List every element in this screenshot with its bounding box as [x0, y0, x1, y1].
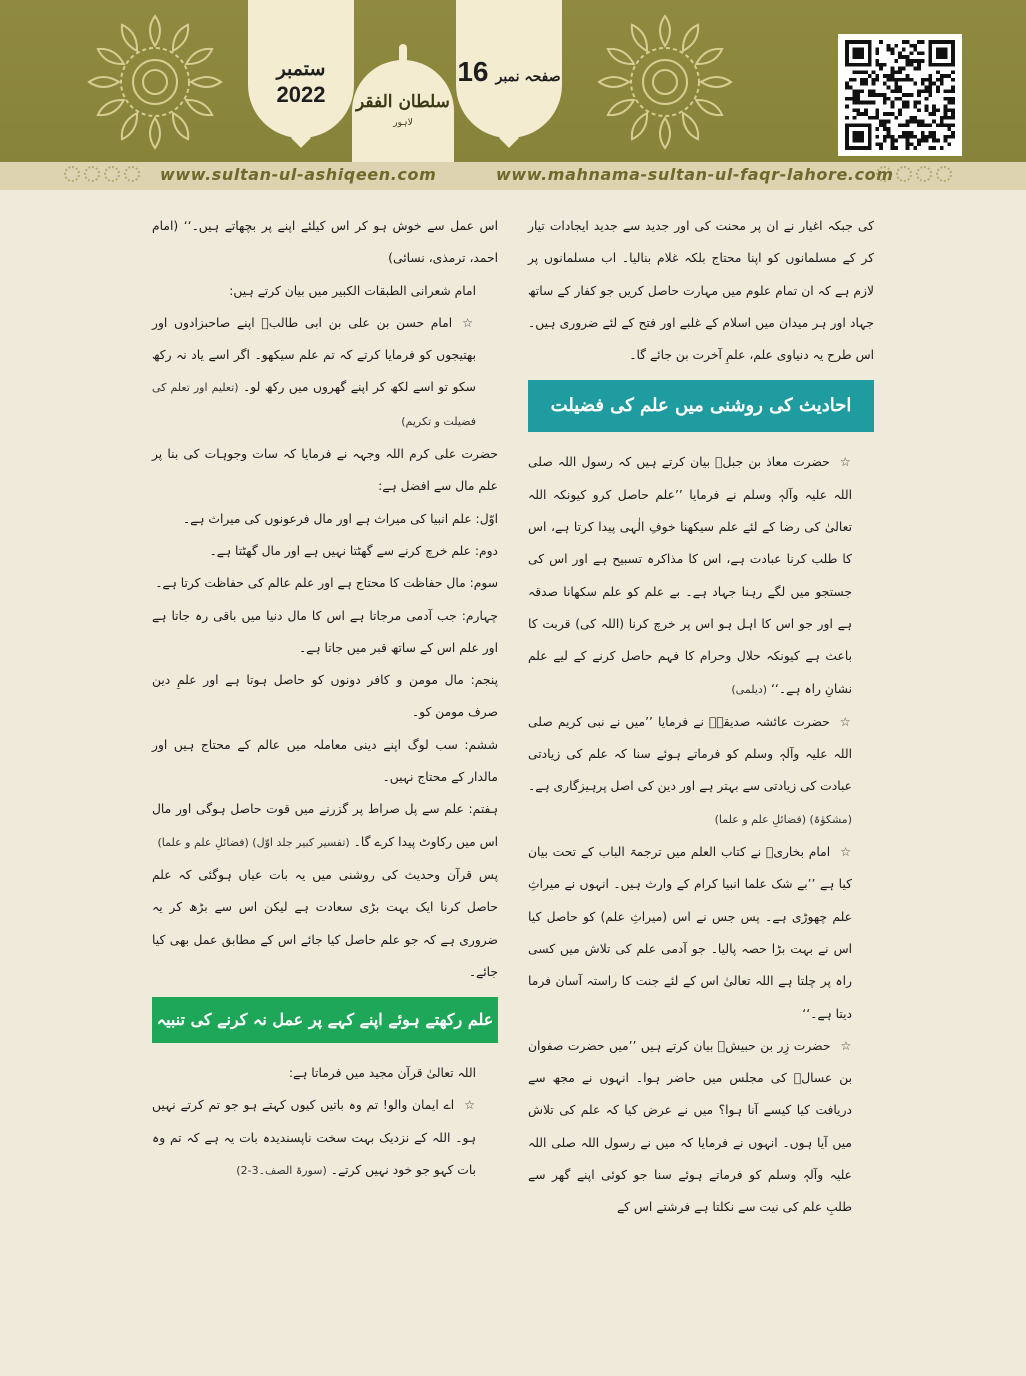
ali-paragraph: حضرت علی کرم اللہ وجہہ نے فرمایا کہ سات وجوہات کی بنا پر علم مال سے افضل ہے:	[152, 447, 498, 494]
mandala-ornament-right	[590, 12, 740, 152]
star-icon: ☆	[840, 845, 852, 860]
article-column-left	[152, 210, 498, 1187]
website-link-left[interactable]: www.sultan-ul-ashiqeen.com	[160, 165, 437, 184]
quran-intro: اللہ تعالیٰ قرآن مجید میں فرماتا ہے:	[288, 1066, 476, 1081]
star-icon: ☆	[464, 1098, 476, 1113]
article-column-right	[528, 210, 874, 1224]
star-icon: ☆	[839, 714, 852, 729]
tag-point	[291, 128, 311, 148]
page-number-tag	[456, 0, 562, 138]
star-icon: ☆	[839, 455, 852, 470]
reference: (مشکوٰۃ) (فضائلِ علم و علما)	[714, 812, 852, 826]
website-link-right[interactable]: www.mahnama-sultan-ul-faqr-lahore.com	[496, 165, 894, 184]
tag-point	[499, 128, 519, 148]
list-item: پنجم: مال مومن و کافر دونوں کو حاصل ہوتا ہے اور علمِ دین صرف مومن کو۔	[152, 673, 498, 720]
reference: (سورۃ الصف۔3-2)	[236, 1164, 327, 1178]
reference: (تعلیم اور تعلم کی فضیلت و تکریم)	[152, 381, 476, 428]
hadith-text: حضرت معاذ بن جبلؓ بیان کرتے ہیں کہ رسول اللہ صلی اللہ علیہ وآلہٖ وسلم نے فرمایا ’’علم حاصل کرو کیونکہ اللہ تعالیٰ کی رضا کے لئے علم سیکھنا خوفِ الٰہی پیدا کرتا ہے، اس کا طلب کرنا عبادت ہے، اس کا مذاکرہ تسبیح ہے اور اس کی جستجو میں لگے رہنا جہاد ہے۔ بے علم کو علم سکھانا صدقہ ہے اور جو اس کا اہل ہو اس پر خرچ کرنا (اللہ کی) قربت کا باعث ہے کیونکہ حلال وحرام کا فہم حاصل کرنے کے لیے علم نشانِ راہ ہے۔‘‘	[528, 455, 852, 696]
list-item	[152, 793, 498, 859]
hadith-paragraph-muadh	[528, 446, 874, 705]
issue-date-tag	[248, 0, 354, 138]
section-heading-hadith: احادیث کی روشنی میں علم کی فضیلت	[528, 380, 874, 432]
page-number: 16	[457, 56, 489, 87]
list-item: سوم: مال حفاظت کا محتاج ہے اور علم عالم کی حفاظت کرتا ہے۔	[155, 576, 498, 591]
hasan-paragraph	[152, 307, 498, 438]
star-icon: ☆	[840, 1038, 852, 1053]
shaarani-intro: امام شعرانی الطبقات الکبیر میں بیان کرتے ہیں:	[229, 283, 476, 298]
hadith-paragraph-bukhari	[528, 836, 874, 1030]
reference: (تفسیر کبیر جلد اوّل) (فضائلِ علم و علما)	[157, 835, 350, 849]
intro-paragraph: کی جبکہ اغیار نے ان پر محنت کی اور جدید سے جدید ایجادات تیار کر کے مسلمانوں کو اپنا محتاج بلکہ غلام بنالیا۔ اب مسلمانوں پر لازم ہے کہ ان تمام علوم میں مہارت حاصل کریں جو کفار کے ساتھ جہاد اور ہر میدان میں اسلام کے غلبے اور فتح کے لئے ضروری ہیں۔ اس طرح یہ دنیاوی علم، علمِ آخرت بن جائے گا۔	[528, 219, 874, 363]
issue-month: ستمبر	[276, 58, 326, 80]
hadith-paragraph-zirr	[528, 1030, 874, 1224]
magazine-header	[0, 0, 1026, 162]
conclusion-paragraph: پس قرآن وحدیث کی روشنی میں یہ بات عیاں ہوگئی کہ علم حاصل کرنا ایک بہت بڑی سعادت ہے لیکن اس سے بڑھ کر یہ ضروری ہے کہ جو علم حاصل کیا جائے اس کے مطابق عمل بھی کیا جائے۔	[152, 867, 498, 979]
hadith-paragraph-aisha	[528, 706, 874, 836]
list-item: چہارم: جب آدمی مرجاتا ہے اس کا مال دنیا میں باقی رہ جاتا ہے اور علم اس کے ساتھ قبر میں جاتا ہے۔	[152, 608, 498, 655]
magazine-logo: سلطان الفقر	[356, 92, 450, 112]
mandala-ornament-left	[80, 12, 230, 152]
hadith-text: امام بخاریؒ نے کتاب العلم میں ترجمۃ الباب کے تحت بیان کیا ہے ’’بے شک علما انبیا کرام کے وارث ہیں۔ انہوں نے میراثِ علم چھوڑی ہے۔ پس جس نے اس (میراثِ علم) کو حاصل کیا اس نے بہت بڑا حصہ پالیا۔ جو آدمی علم کی تلاش میں کسی راہ پر چلتا ہے اللہ تعالیٰ اس کے لئے جنت کا راستہ آسان فرما دیتا ہے۔‘‘	[528, 845, 852, 1021]
list-item: ششم: سب لوگ اپنے دینی معاملہ میں عالم کے محتاج ہیں اور مالدار کے محتاج نہیں۔	[152, 737, 498, 785]
list-item: اوّل: علم انبیا کی میراث ہے اور مال فرعونوں کی میراث ہے۔	[182, 511, 498, 526]
magazine-logo-subtitle: لاہور	[393, 118, 413, 128]
hadith-text: حضرت زِر بن حبیشؓ بیان کرتے ہیں ’’میں حضرت صفوان بن عسالؓ کی مجلس میں حاضر ہوا۔ انہوں نے مجھ سے دریافت کیا کیسے آنا ہوا؟ میں نے عرض کیا کہ علم کی تلاش میں آیا ہوں۔ انہوں نے فرمایا کہ میں نے رسول اللہ صلی اللہ علیہ وآلہٖ وسلم کو فرماتے ہوئے سنا جو کوئی اپنے گھر سے طلبِ علم کی نیت سے نکلتا ہے فرشتے اس کے	[528, 1038, 852, 1215]
quran-paragraph	[152, 1089, 498, 1187]
issue-year: 2022	[276, 82, 326, 107]
list-item: دوم: علم خرچ کرنے سے گھٹتا نہیں ہے اور مال گھٹتا ہے۔	[209, 543, 498, 558]
reference: (دیلمی)	[731, 682, 768, 696]
section-heading-warning: علم رکھتے ہوئے اپنے کہے پر عمل نہ کرنے کی تنبیہ	[152, 997, 498, 1043]
star-icon: ☆	[462, 315, 477, 330]
band-rosettes-left	[64, 166, 140, 182]
quran-text: اے ایمان والو! تم وہ باتیں کیوں کہتے ہو جو تم کرتے نہیں ہو۔ اللہ کے نزدیک بہت سخت ناپسندیدہ بات یہ ہے کہ تم وہ بات کہو جو خود نہیں کرتے۔	[152, 1098, 476, 1178]
hadith-text: حضرت عائشہ صدیقہؓ نے فرمایا ’’میں نے نبی کریم صلی اللہ علیہ وآلہٖ وسلم کو فرماتے ہوئے سنا کہ علم کی زیادتی عبادت کی زیادتی سے بہتر ہے اور دین کی اصل پرہیزگاری ہے۔	[528, 714, 852, 794]
qr-code[interactable]	[838, 34, 962, 156]
hasan-text: امام حسن بن علی بن ابی طالبؓ اپنے صاحبزادوں اور بھتیجوں کو فرمایا کرتے کہ تم علم سیکھو۔ اگر اسے یاد نہ رکھ سکو تو اسے لکھ کر اپنے گھروں میں رکھ لو۔	[152, 315, 476, 395]
continued-paragraph: اس عمل سے خوش ہو کر اس کیلئے اپنے پر بچھاتے ہیں۔‘‘ (امام احمد، ترمذی، نسائی)	[152, 219, 498, 266]
list-item-text: ہفتم: علم سے پل صراط پر گزرنے میں قوت حاصل ہوگی اور مال اس میں رکاوٹ پیدا کرے گا۔	[152, 802, 498, 849]
page-number-label: صفحہ نمبر	[495, 69, 561, 85]
